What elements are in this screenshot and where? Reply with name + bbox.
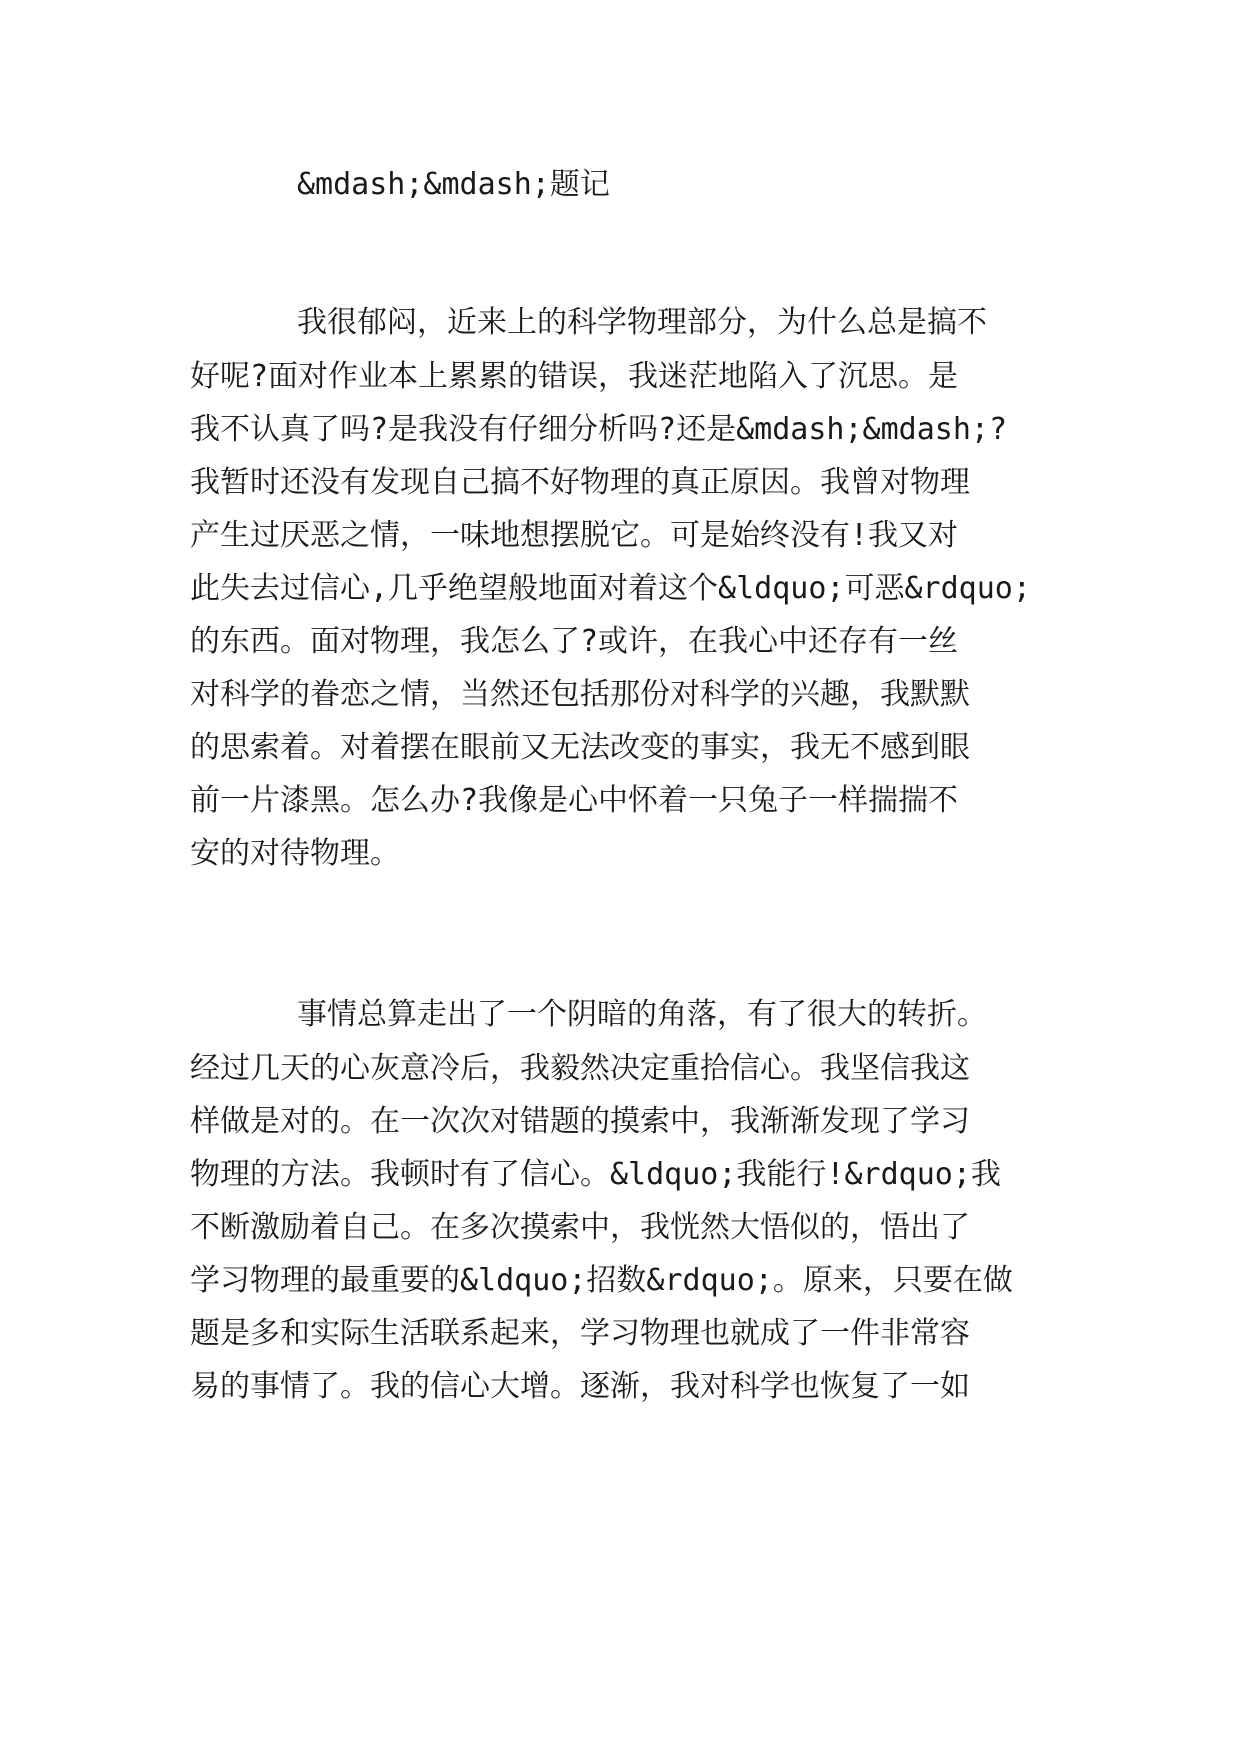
paragraph-1-line-6: 此失去过信心,几乎绝望般地面对着这个&ldquo;可恶&rdquo;: [190, 571, 1031, 606]
paragraph-1-line-4: 我暂时还没有发现自己搞不好物理的真正原因。我曾对物理: [190, 465, 970, 500]
paragraph-2-line-2: 经过几天的心灰意冷后，我毅然决定重拾信心。我坚信我这: [190, 1051, 970, 1086]
paragraph-2-line-1: 事情总算走出了一个阴暗的角落，有了很大的转折。: [297, 997, 987, 1032]
paragraph-1-line-1: 我很郁闷，近来上的科学物理部分，为什么总是搞不: [297, 305, 987, 340]
paragraph-1-line-11: 安的对待物理。: [190, 836, 400, 871]
paragraph-2-line-4: 物理的方法。我顿时有了信心。&ldquo;我能行!&rdquo;我: [190, 1157, 1001, 1192]
paragraph-1-line-9: 的思索着。对着摆在眼前又无法改变的事实，我无不感到眼: [190, 730, 970, 765]
paragraph-1-line-2: 好呢?面对作业本上累累的错误，我迷茫地陷入了沉思。是: [190, 359, 959, 394]
paragraph-1-line-10: 前一片漆黑。怎么办?我像是心中怀着一只兔子一样揣揣不: [190, 783, 959, 818]
paragraph-1-line-7: 的东西。面对物理，我怎么了?或许，在我心中还存有一丝: [190, 624, 959, 659]
paragraph-2-line-7: 题是多和实际生活联系起来，学习物理也就成了一件非常容: [190, 1316, 970, 1351]
paragraph-2-line-6: 学习物理的最重要的&ldquo;招数&rdquo;。原来，只要在做: [190, 1263, 1013, 1298]
paragraph-1-line-3: 我不认真了吗?是我没有仔细分析吗?还是&mdash;&mdash;?: [190, 412, 1008, 447]
paragraph-2-line-5: 不断激励着自己。在多次摸索中，我恍然大悟似的，悟出了: [190, 1210, 970, 1245]
paragraph-2-line-3: 样做是对的。在一次次对错题的摸索中，我渐渐发现了学习: [190, 1104, 970, 1139]
paragraph-1-line-8: 对科学的眷恋之情，当然还包括那份对科学的兴趣，我默默: [190, 677, 970, 712]
paragraph-1-line-5: 产生过厌恶之情，一味地想摆脱它。可是始终没有!我又对: [190, 518, 959, 553]
epigraph: &mdash;&mdash;题记: [297, 167, 610, 202]
paragraph-2-line-8: 易的事情了。我的信心大增。逐渐，我对科学也恢复了一如: [190, 1369, 970, 1404]
